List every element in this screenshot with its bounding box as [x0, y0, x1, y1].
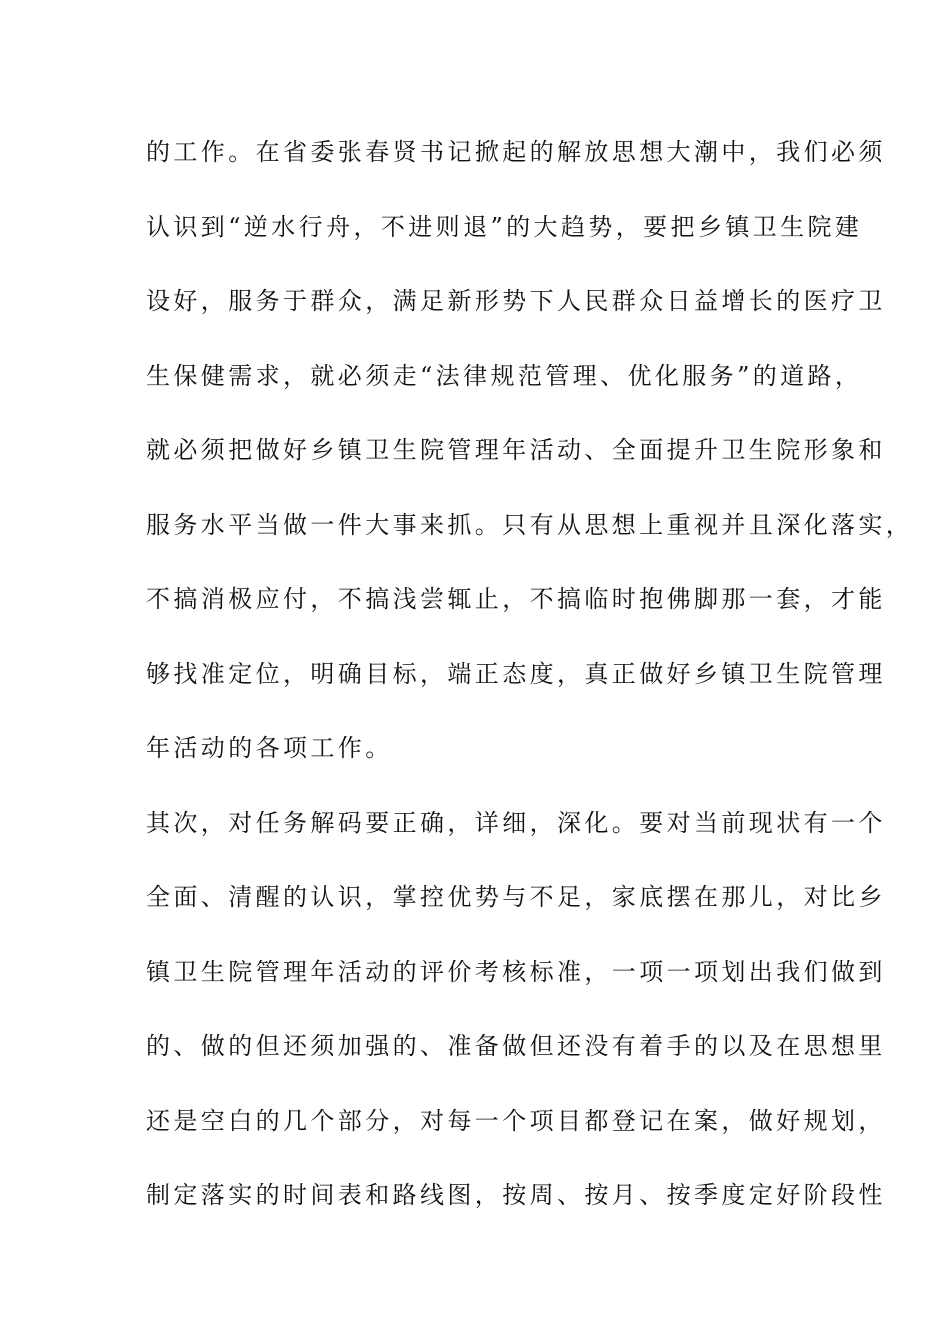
text-line: 就必须把做好乡镇卫生院管理年活动、全面提升卫生院形象和 — [146, 436, 886, 464]
body-text — [146, 127, 914, 1245]
text-line: 的工作。在省委张春贤书记掀起的解放思想大潮中，我们必须 — [146, 138, 886, 166]
text-line: 够找准定位，明确目标，端正态度，真正做好乡镇卫生院管理 — [146, 659, 886, 688]
text-line: 其次，对任务解码要正确，详细，深化。要对当前现状有一个 — [146, 808, 886, 837]
text-line: 认识到“逆水行舟，不进则退”的大趋势，要把乡镇卫生院建 — [146, 212, 863, 241]
text-line: 的、做的但还须加强的、准备做但还没有着手的以及在思想里 — [146, 1032, 886, 1060]
text-line: 服务水平当做一件大事来抓。只有从思想上重视并且深化落实， — [146, 510, 914, 539]
text-line: 设好，服务于群众，满足新形势下人民群众日益增长的医疗卫 — [146, 287, 886, 315]
text-line: 制定落实的时间表和路线图，按周、按月、按季度定好阶段性 — [146, 1181, 886, 1209]
text-line: 还是空白的几个部分，对每一个项目都登记在案，做好规划， — [146, 1106, 886, 1135]
text-line: 不搞消极应付，不搞浅尝辄止，不搞临时抱佛脚那一套，才能 — [146, 585, 886, 613]
text-line: 全面、清醒的认识，掌控优势与不足，家底摆在那儿，对比乡 — [146, 883, 886, 911]
text-line: 镇卫生院管理年活动的评价考核标准，一项一项划出我们做到 — [146, 957, 886, 986]
text-line: 年活动的各项工作。 — [146, 734, 393, 762]
text-line: 生保健需求，就必须走“法律规范管理、优化服务”的道路， — [146, 361, 863, 390]
